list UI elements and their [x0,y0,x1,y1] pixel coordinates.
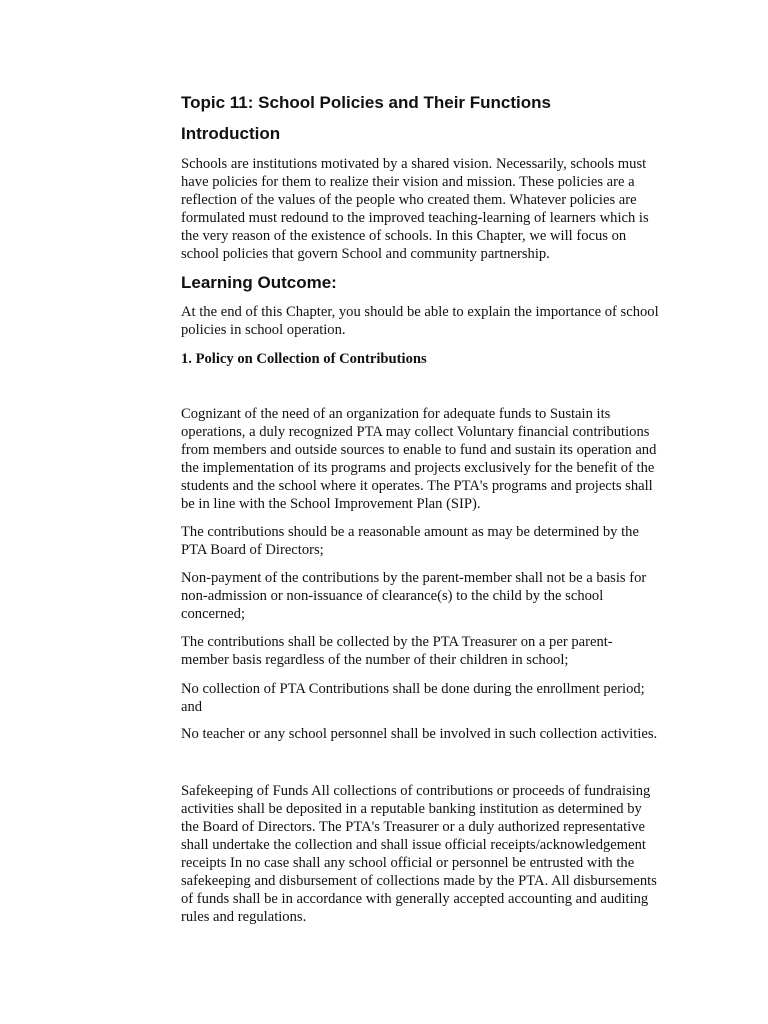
treasurer-collection-paragraph [181,633,681,669]
paragraph-line: shall undertake the collection and shall issue official receipts/acknowledgement [181,837,646,853]
paragraph-line: No collection of PTA Contributions shall be done during the enrollment period; [181,681,645,697]
paragraph-line: rules and regulations. [181,909,307,925]
safekeeping-paragraph [181,782,681,926]
paragraph-line: receipts In no case shall any school official or personnel be entrusted with the [181,855,635,871]
policy-heading [181,350,681,368]
cognizant-paragraph [181,405,681,513]
paragraph-line: be in line with the School Improvement Plan (SIP). [181,496,481,512]
learning-outcome-heading: Learning Outcome: [181,273,337,292]
reasonable-amount-paragraph [181,523,681,559]
paragraph-line: At the end of this Chapter, you should be able to explain the importance of school [181,304,659,320]
school-personnel-paragraph [181,725,681,743]
introduction-heading: Introduction [181,124,281,143]
paragraph-line: safekeeping and disbursement of collections made by the PTA. All disbursements [181,873,657,889]
paragraph-line: school policies that govern School and community partnership. [181,246,550,262]
paragraph-line: reflection of the values of the people who created them. Whatever policies are [181,192,637,208]
paragraph-line: the Board of Directors. The PTA's Treasurer or a duly authorized representative [181,819,645,835]
paragraph-line: and [181,699,203,715]
paragraph-line: policies in school operation. [181,322,346,338]
paragraph-line: students and the school where it operates. The PTA's programs and projects shall [181,478,653,494]
paragraph-line: activities shall be deposited in a reputable banking institution as determined by [181,801,642,817]
paragraph-line: The contributions shall be collected by the PTA Treasurer on a per parent- [181,634,613,650]
learning-outcome-paragraph [181,303,681,339]
non-payment-paragraph [181,569,681,623]
paragraph-line: from members and outside sources to enable to fund and sustain its operation and [181,442,657,458]
introduction-paragraph [181,155,681,263]
paragraph-line: have policies for them to realize their vision and mission. These policies are a [181,174,635,190]
paragraph-line: The contributions should be a reasonable amount as may be determined by the [181,524,639,540]
paragraph-line: member basis regardless of the number of their children in school; [181,652,569,668]
paragraph-line: PTA Board of Directors; [181,542,324,558]
paragraph-line: Cognizant of the need of an organization for adequate funds to Sustain its [181,406,611,422]
paragraph-line: the implementation of its programs and projects exclusively for the benefit of the [181,460,655,476]
paragraph-line: No teacher or any school personnel shall be involved in such collection activities. [181,726,658,742]
paragraph-line: Schools are institutions motivated by a shared vision. Necessarily, schools must [181,156,647,172]
paragraph-line: Non-payment of the contributions by the parent-member shall not be a basis for [181,570,647,586]
paragraph-line: of funds shall be in accordance with generally accepted accounting and auditing [181,891,649,907]
paragraph-line: the very reason of the existence of schools. In this Chapter, we will focus on [181,228,627,244]
policy-heading-text: 1. Policy on Collection of Contributions [181,351,427,367]
enrollment-period-paragraph [181,680,681,716]
paragraph-line: formulated must redound to the improved teaching-learning of learners which is [181,210,649,226]
paragraph-line: Safekeeping of Funds All collections of contributions or proceeds of fundraising [181,783,651,799]
paragraph-line: operations, a duly recognized PTA may collect Voluntary financial contributions [181,424,650,440]
paragraph-line: concerned; [181,606,246,622]
paragraph-line: non-admission or non-issuance of clearance(s) to the child by the school [181,588,604,604]
document-title: Topic 11: School Policies and Their Functions [181,93,551,112]
